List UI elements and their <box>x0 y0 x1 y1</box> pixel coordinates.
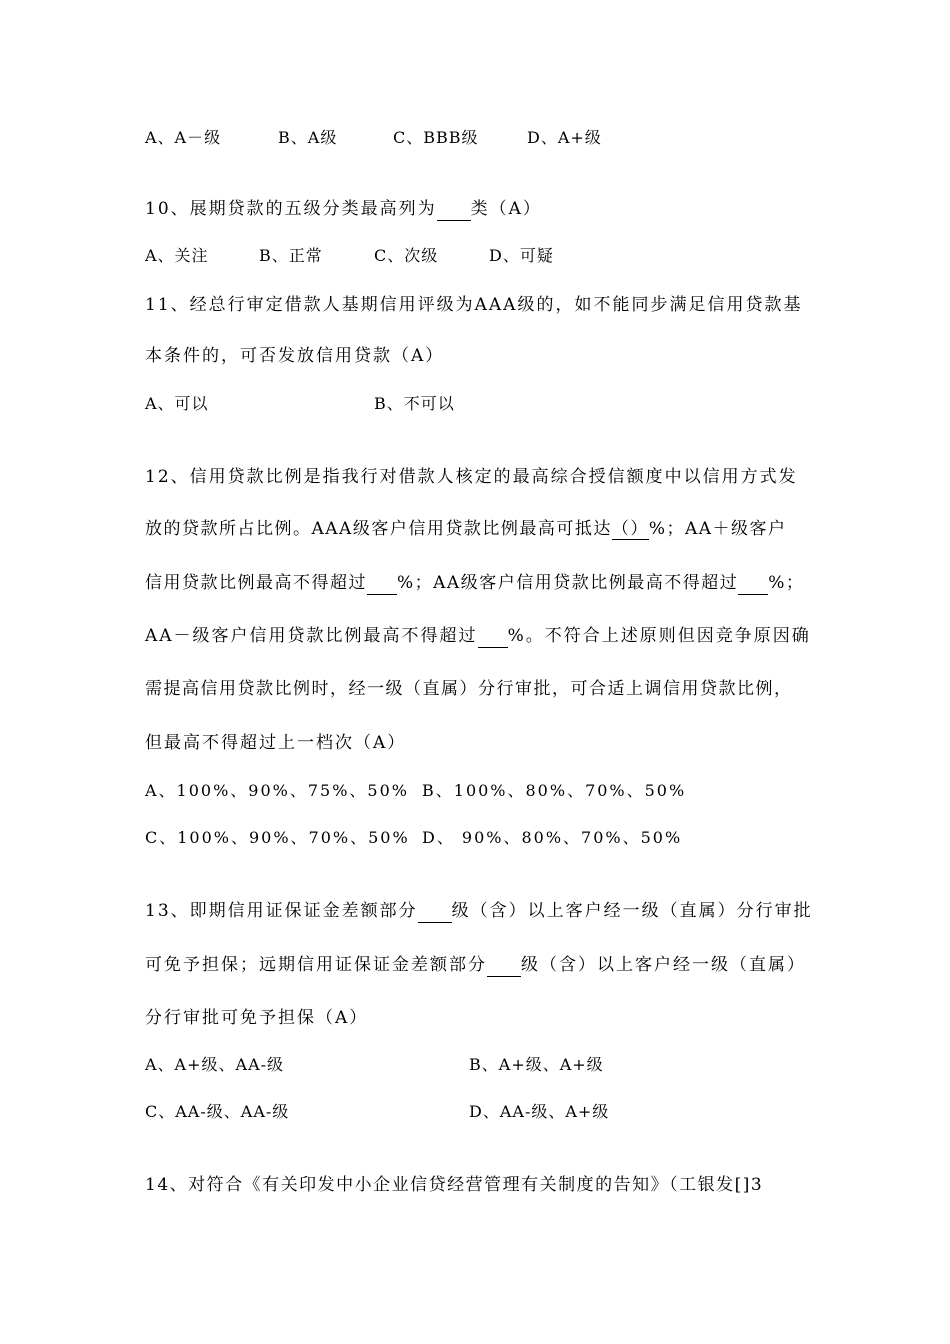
q9-option-a: A、A－级 <box>145 128 222 147</box>
q12-line-1: 12、信用贷款比例是指我行对借款人核定的最高综合授信额度中以信用方式发 <box>145 467 798 487</box>
q13-blank-spot <box>418 900 452 923</box>
q13-option-b: B、A+级、A+级 <box>469 1055 604 1074</box>
q9-option-c: C、BBB级 <box>393 128 479 147</box>
q11-option-a: A、可以 <box>145 394 209 413</box>
q9-option-b: B、A级 <box>278 128 338 147</box>
q10-question <box>145 198 542 221</box>
q12-blank-aaminus <box>478 625 508 648</box>
q11-line-1: 11、经总行审定借款人基期信用评级为AAA级的，如不能同步满足信用贷款基 <box>145 295 803 315</box>
q10-option-c: C、次级 <box>374 246 439 265</box>
q12-option-c: C、100%、90%、70%、50% <box>145 828 410 847</box>
q13-line-3: 分行审批可免予担保（A） <box>145 1008 369 1028</box>
q13-line-2 <box>145 954 806 977</box>
q11-option-b: B、不可以 <box>374 394 455 413</box>
q12-line-3-c: %； <box>768 573 805 593</box>
q12-line-4 <box>145 625 811 648</box>
q12-line-3-b: %；AA级客户信用贷款比例最高不得超过 <box>397 573 739 593</box>
q12-line-4-b: %。不符合上述原则但因竞争原因确 <box>507 626 811 646</box>
q10-blank <box>437 198 471 221</box>
q13-option-c: C、AA-级、AA-级 <box>145 1102 290 1121</box>
q12-option-a: A、100%、90%、75%、50% <box>145 781 409 800</box>
q12-line-2 <box>145 518 787 540</box>
q13-option-a: A、A+级、AA-级 <box>145 1055 285 1074</box>
q13-line-1 <box>145 900 813 923</box>
q13-blank-usance <box>487 954 521 977</box>
q12-option-d: D、 90%、80%、70%、50% <box>422 828 683 847</box>
q12-line-2-after: %；AA＋级客户 <box>648 519 787 539</box>
q10-text-before: 10、展期贷款的五级分类最高列为 <box>145 199 437 219</box>
q13-line-2-a: 可免予担保；远期信用证保证金差额部分 <box>145 955 487 975</box>
q12-blank-aaplus <box>367 572 397 595</box>
q9-option-d: D、A+级 <box>527 128 602 147</box>
q11-line-2: 本条件的，可否发放信用贷款（A） <box>145 346 445 366</box>
q13-line-1-b: 级（含）以上客户经一级（直属）分行审批 <box>451 901 813 921</box>
q12-line-3-a: 信用贷款比例最高不得超过 <box>145 573 367 593</box>
q12-line-5: 需提高信用贷款比例时，经一级（直属）分行审批，可合适上调信用贷款比例， <box>145 679 793 699</box>
q12-blank-aa <box>738 572 768 595</box>
q10-option-a: A、关注 <box>145 246 209 265</box>
q12-blank-aaa: （） <box>611 519 649 539</box>
q13-line-1-a: 13、即期信用证保证金差额部分 <box>145 901 418 921</box>
q10-option-b: B、正常 <box>259 246 323 265</box>
q14-line-1: 14、对符合《有关印发中小企业信贷经营管理有关制度的告知》（工银发[]3 <box>145 1175 764 1195</box>
q10-text-after: 类（A） <box>470 199 542 219</box>
q13-option-d: D、AA-级、A+级 <box>469 1102 610 1121</box>
q12-line-4-a: AA－级客户信用贷款比例最高不得超过 <box>145 626 478 646</box>
q13-line-2-b: 级（含）以上客户经一级（直属） <box>521 955 806 975</box>
q10-option-d: D、可疑 <box>489 246 554 265</box>
q12-line-3 <box>145 572 804 595</box>
q12-option-b: B、100%、80%、70%、50% <box>422 781 687 800</box>
q12-line-2-before: 放的贷款所占比例。AAA级客户信用贷款比例最高可抵达 <box>145 519 612 539</box>
q12-line-6: 但最高不得超过上一档次（A） <box>145 733 407 753</box>
